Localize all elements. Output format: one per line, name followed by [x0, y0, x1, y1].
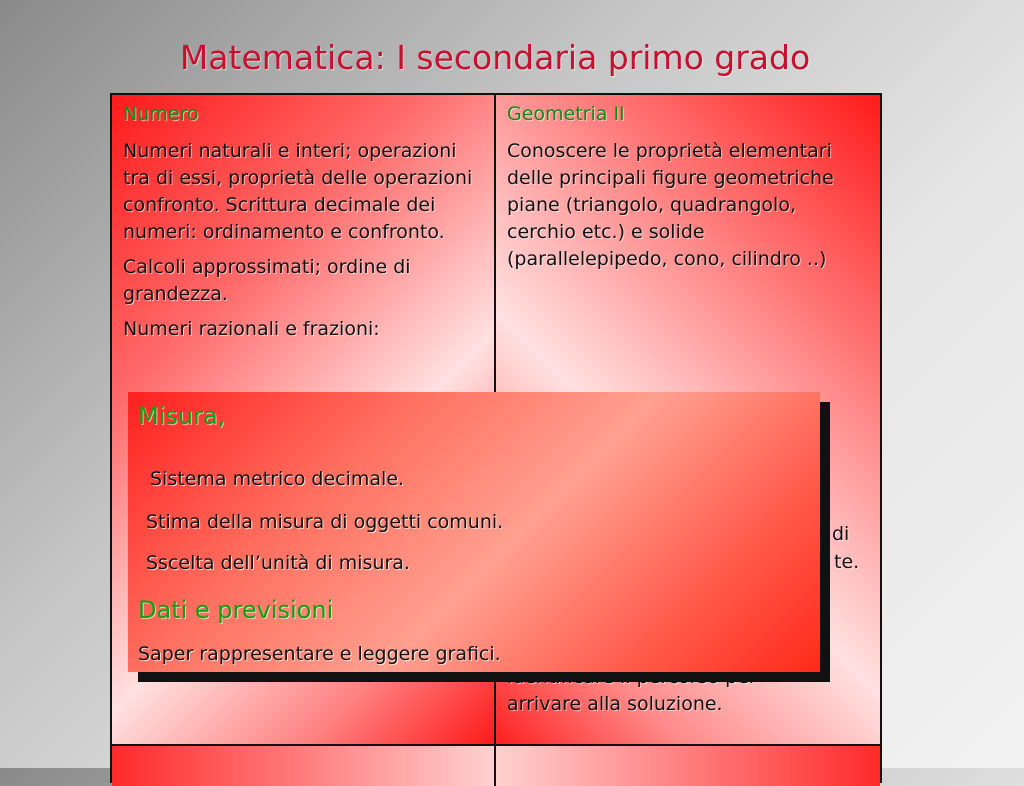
- slide-title: Matematica: I secondaria primo grado: [179, 38, 811, 77]
- numero-paragraph-3: Numeri razionali e frazioni:: [123, 318, 380, 340]
- numero-paragraph-1: Numeri naturali e interi; operazioni tra di essi, proprietà delle operazioni confronto. Scrittura decimale dei numeri: ordinamento e confronto.: [123, 140, 473, 243]
- geometria-paragraph-1: Conoscere le proprietà elementari delle principali figure geometriche piane (triangolo, quadrangolo, cerchio etc.) e solide (parallelepipedo, cono, cilindro ..): [507, 140, 834, 270]
- geometria-partial-text-2: te.: [834, 551, 860, 573]
- geometria-heading: Geometria II: [507, 103, 625, 125]
- misura-overlay-box: [128, 392, 820, 672]
- misura-item-3: Sscelta dell’unità di misura.: [146, 552, 410, 574]
- cell-bottom-left: [112, 746, 496, 786]
- numero-paragraph-2: Calcoli approssimati; ordine di grandezza.: [123, 256, 411, 305]
- misura-item-1: Sistema metrico decimale.: [150, 468, 405, 490]
- dati-item-1: Saper rappresentare e leggere grafici.: [138, 643, 501, 665]
- numero-heading: Numero: [123, 103, 199, 125]
- geometria-partial-text-1: di: [832, 523, 850, 545]
- cell-bottom-right: [496, 746, 880, 786]
- misura-item-2: Stima della misura di oggetti comuni.: [146, 511, 504, 533]
- misura-heading: Misura,: [138, 402, 226, 430]
- geometria-bottom-line-2: arrivare alla soluzione.: [507, 693, 723, 715]
- dati-previsioni-heading: Dati e previsioni: [138, 596, 334, 624]
